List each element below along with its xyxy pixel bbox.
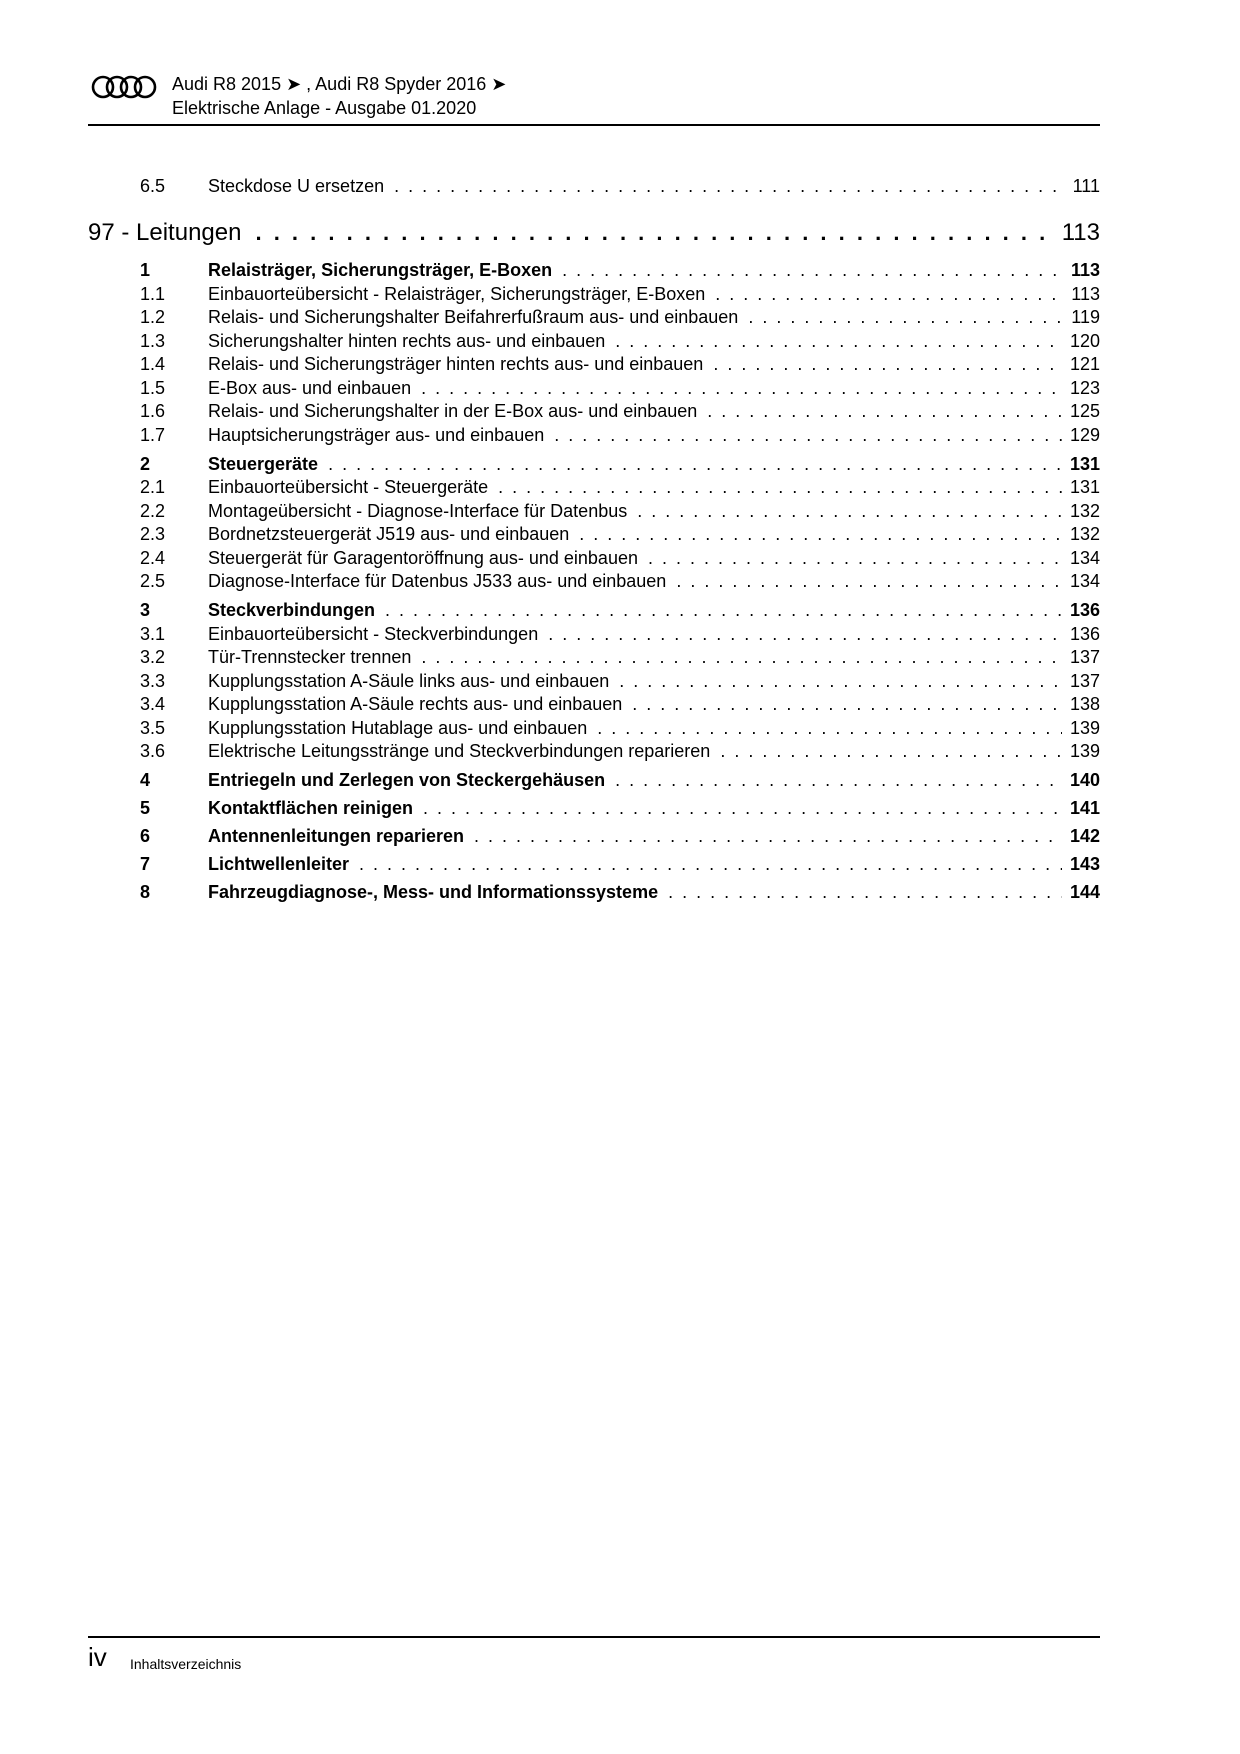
- toc-entry-title: Relais- und Sicherungshalter in der E-Box aus- und einbauen: [208, 401, 698, 421]
- footer-section-label: Inhaltsverzeichnis: [130, 1656, 242, 1672]
- toc-entry-number: 1.4: [140, 354, 166, 374]
- toc-entry-title: Relais- und Sicherungsträger hinten rechts aus- und einbauen: [208, 354, 704, 374]
- toc-entry-title: Diagnose-Interface für Datenbus J533 aus- und einbauen: [208, 571, 667, 591]
- toc-entry-title: Fahrzeugdiagnose-, Mess- und Informationssysteme: [208, 882, 659, 902]
- leader-dots: [668, 880, 1062, 904]
- toc-entry-title: Relaisträger, Sicherungsträger, E-Boxen: [208, 260, 553, 280]
- toc-entry-3-4[interactable]: [88, 692, 1100, 716]
- toc-entry-page: 132: [1069, 500, 1100, 521]
- toc-entry-number: 1.1: [140, 283, 166, 304]
- chapter-title: 97 - Leitungen: [88, 219, 242, 246]
- toc-entry-1-1[interactable]: [88, 282, 1100, 306]
- toc-entry-number: 7: [140, 854, 151, 874]
- toc-entry-page: 142: [1069, 826, 1100, 846]
- toc-entry-number: 5: [140, 798, 151, 818]
- toc-entry-number: 6: [140, 826, 151, 846]
- toc-entry-number: 1.7: [140, 424, 166, 445]
- toc-entry-page: 140: [1069, 770, 1100, 790]
- toc-entry-number: 3: [140, 600, 151, 620]
- toc-entry-page: 129: [1069, 424, 1100, 445]
- toc-entry-1-5[interactable]: [88, 376, 1100, 400]
- toc-entry-title: Steuergeräte: [208, 453, 319, 474]
- leader-dots: [619, 669, 1062, 693]
- toc-entry-page: 119: [1071, 307, 1100, 327]
- leader-dots: [713, 352, 1062, 376]
- toc-entry-3-5[interactable]: [88, 716, 1100, 740]
- leader-dots: [597, 716, 1062, 740]
- toc-entry-page: 113: [1070, 260, 1100, 280]
- toc-entry-2[interactable]: [88, 452, 1100, 476]
- toc-entry-title: Relais- und Sicherungshalter Beifahrerfußraum aus- und einbauen: [208, 307, 739, 327]
- toc-entry-page: 136: [1069, 600, 1100, 620]
- toc-entry-title: Hauptsicherungsträger aus- und einbauen: [208, 424, 545, 445]
- toc-entry-number: 4: [140, 770, 151, 790]
- toc-entry-page: 137: [1069, 670, 1100, 691]
- toc-entry-page: 123: [1069, 377, 1100, 398]
- toc-entry-number: 2: [140, 453, 151, 474]
- toc-entry-2-1[interactable]: [88, 475, 1100, 499]
- toc-entry-2-4[interactable]: [88, 546, 1100, 570]
- leader-dots: [676, 569, 1062, 593]
- toc-entry-5[interactable]: [88, 796, 1100, 820]
- toc-entry-number: 3.2: [140, 647, 166, 667]
- toc-entry-3[interactable]: [88, 598, 1100, 622]
- leader-dots: [474, 824, 1062, 848]
- leader-dots: [615, 329, 1062, 353]
- toc-entry-page: 111: [1072, 176, 1100, 196]
- toc-entry-page: 131: [1069, 477, 1100, 497]
- leader-dots: [359, 852, 1062, 876]
- toc-entry-title: Tür-Trennstecker trennen: [208, 647, 412, 667]
- toc-entry-number: 1.5: [140, 377, 166, 398]
- toc-entry-page: 132: [1069, 524, 1100, 544]
- page-header: [88, 70, 1100, 126]
- toc-entry-number: 3.4: [140, 694, 166, 714]
- toc-entry-1-2[interactable]: [88, 305, 1100, 329]
- toc-entry-page: 120: [1069, 330, 1100, 351]
- toc-entry-number: 1.6: [140, 401, 166, 421]
- leader-dots: [632, 692, 1062, 716]
- page-footer: [88, 1636, 1100, 1678]
- leader-dots: [421, 376, 1062, 400]
- toc-entry-number: 3.6: [140, 741, 166, 761]
- leader-dots: [394, 174, 1065, 198]
- toc-entry-page: 139: [1069, 741, 1100, 761]
- toc-entry-number: 2.3: [140, 524, 166, 544]
- toc-entry-title: Kupplungsstation A-Säule links aus- und einbauen: [208, 670, 610, 691]
- audi-rings-logo: [90, 74, 160, 100]
- toc-entry-title: Bordnetzsteuergerät J519 aus- und einbauen: [208, 524, 570, 544]
- leader-dots: [562, 258, 1063, 282]
- toc-entry-6-5[interactable]: [88, 174, 1100, 198]
- toc-entry-page: 125: [1069, 401, 1100, 421]
- toc-entry-3-6[interactable]: [88, 739, 1100, 763]
- toc-entry-2-5[interactable]: [88, 569, 1100, 593]
- toc-entry-7[interactable]: [88, 852, 1100, 876]
- toc-entry-title: Montageübersicht - Diagnose-Interface für Datenbus: [208, 500, 628, 521]
- toc-entry-page: 141: [1069, 798, 1100, 818]
- leader-dots: [554, 423, 1062, 447]
- toc-entry-number: 2.2: [140, 500, 166, 521]
- leader-dots: [707, 399, 1062, 423]
- toc-entry-number: 1: [140, 260, 151, 280]
- toc-entry-number: 1.3: [140, 330, 166, 351]
- toc-entry-title: Einbauorteübersicht - Steckverbindungen: [208, 623, 539, 644]
- toc-entry-title: Kupplungsstation Hutablage aus- und einbauen: [208, 717, 588, 738]
- toc-entry-page: 134: [1069, 571, 1100, 591]
- toc-entry-title: Antennenleitungen reparieren: [208, 826, 465, 846]
- leader-dots: [648, 546, 1062, 570]
- leader-dots: [748, 305, 1063, 329]
- toc-entry-3-2[interactable]: [88, 645, 1100, 669]
- toc-entry-page: 143: [1069, 854, 1100, 874]
- leader-dots: [385, 598, 1062, 622]
- toc-entry-number: 3.1: [140, 623, 166, 644]
- toc-entry-1-3[interactable]: [88, 329, 1100, 353]
- leader-dots: [498, 475, 1062, 499]
- toc-entry-number: 3.3: [140, 670, 166, 691]
- toc-entry-page: 138: [1069, 694, 1100, 714]
- toc-entry-title: Kupplungsstation A-Säule rechts aus- und einbauen: [208, 694, 623, 714]
- header-vehicle-models: Audi R8 2015 ➤ , Audi R8 Spyder 2016 ➤: [172, 74, 507, 94]
- leader-dots: [421, 645, 1062, 669]
- toc-entry-title: Steuergerät für Garagentoröffnung aus- und einbauen: [208, 547, 638, 568]
- leader-dots: [423, 796, 1062, 820]
- toc-entry-title: Steckdose U ersetzen: [208, 176, 385, 196]
- toc-entry-number: 2.4: [140, 547, 166, 568]
- toc-entry-3-3[interactable]: [88, 669, 1100, 693]
- header-edition: Elektrische Anlage - Ausgabe 01.2020: [172, 98, 477, 118]
- toc-entry-3-1[interactable]: [88, 622, 1100, 646]
- leader-dots: [579, 522, 1062, 546]
- toc-entry-title: E-Box aus- und einbauen: [208, 377, 412, 398]
- toc-entry-title: Kontaktflächen reinigen: [208, 798, 414, 818]
- toc-entry-title: Lichtwellenleiter: [208, 854, 350, 874]
- chapter-page: 113: [1061, 219, 1100, 246]
- toc-entry-number: 1.2: [140, 307, 166, 327]
- toc-entry-number: 8: [140, 882, 151, 902]
- toc-entry-page: 137: [1069, 647, 1100, 667]
- toc-entry-page: 131: [1069, 453, 1100, 474]
- toc-entry-4[interactable]: [88, 768, 1100, 792]
- toc-entry-page: 121: [1069, 354, 1100, 374]
- toc-entry-2-3[interactable]: [88, 522, 1100, 546]
- leader-dots: [720, 739, 1062, 763]
- leader-dots: [615, 768, 1062, 792]
- toc-entry-8[interactable]: [88, 880, 1100, 904]
- toc-entry-page: 113: [1071, 283, 1100, 304]
- toc-entry-title: Einbauorteübersicht - Steuergeräte: [208, 477, 489, 497]
- toc-entry-page: 136: [1069, 623, 1100, 644]
- leader-dots: [328, 452, 1062, 476]
- toc-entry-number: 2.5: [140, 571, 166, 591]
- leader-dots: [715, 282, 1063, 306]
- toc-entry-title: Einbauorteübersicht - Relaisträger, Sicherungsträger, E-Boxen: [208, 283, 706, 304]
- toc-entry-title: Entriegeln und Zerlegen von Steckergehäusen: [208, 770, 606, 790]
- leader-dots: [255, 218, 1057, 248]
- toc-chapter-97[interactable]: [88, 218, 1100, 248]
- toc-entry-1-7[interactable]: [88, 423, 1100, 447]
- toc-entry-title: Sicherungshalter hinten rechts aus- und einbauen: [208, 330, 606, 351]
- toc-entry-page: 139: [1069, 717, 1100, 738]
- toc-entry-title: Elektrische Leitungsstränge und Steckverbindungen reparieren: [208, 741, 711, 761]
- leader-dots: [637, 499, 1062, 523]
- toc-entry-number: 6.5: [140, 176, 166, 196]
- leader-dots: [548, 622, 1062, 646]
- toc-entry-1-4[interactable]: [88, 352, 1100, 376]
- footer-page-number: iv: [88, 1642, 107, 1672]
- toc-entry-1-6[interactable]: [88, 399, 1100, 423]
- toc-entry-number: 3.5: [140, 717, 166, 738]
- toc-entry-2-2[interactable]: [88, 499, 1100, 523]
- toc-entry-6[interactable]: [88, 824, 1100, 848]
- toc-entry-number: 2.1: [140, 477, 166, 497]
- toc-entry-1[interactable]: [88, 258, 1100, 282]
- toc-entry-page: 144: [1069, 882, 1100, 902]
- toc-entry-page: 134: [1069, 547, 1100, 568]
- toc-entry-title: Steckverbindungen: [208, 600, 376, 620]
